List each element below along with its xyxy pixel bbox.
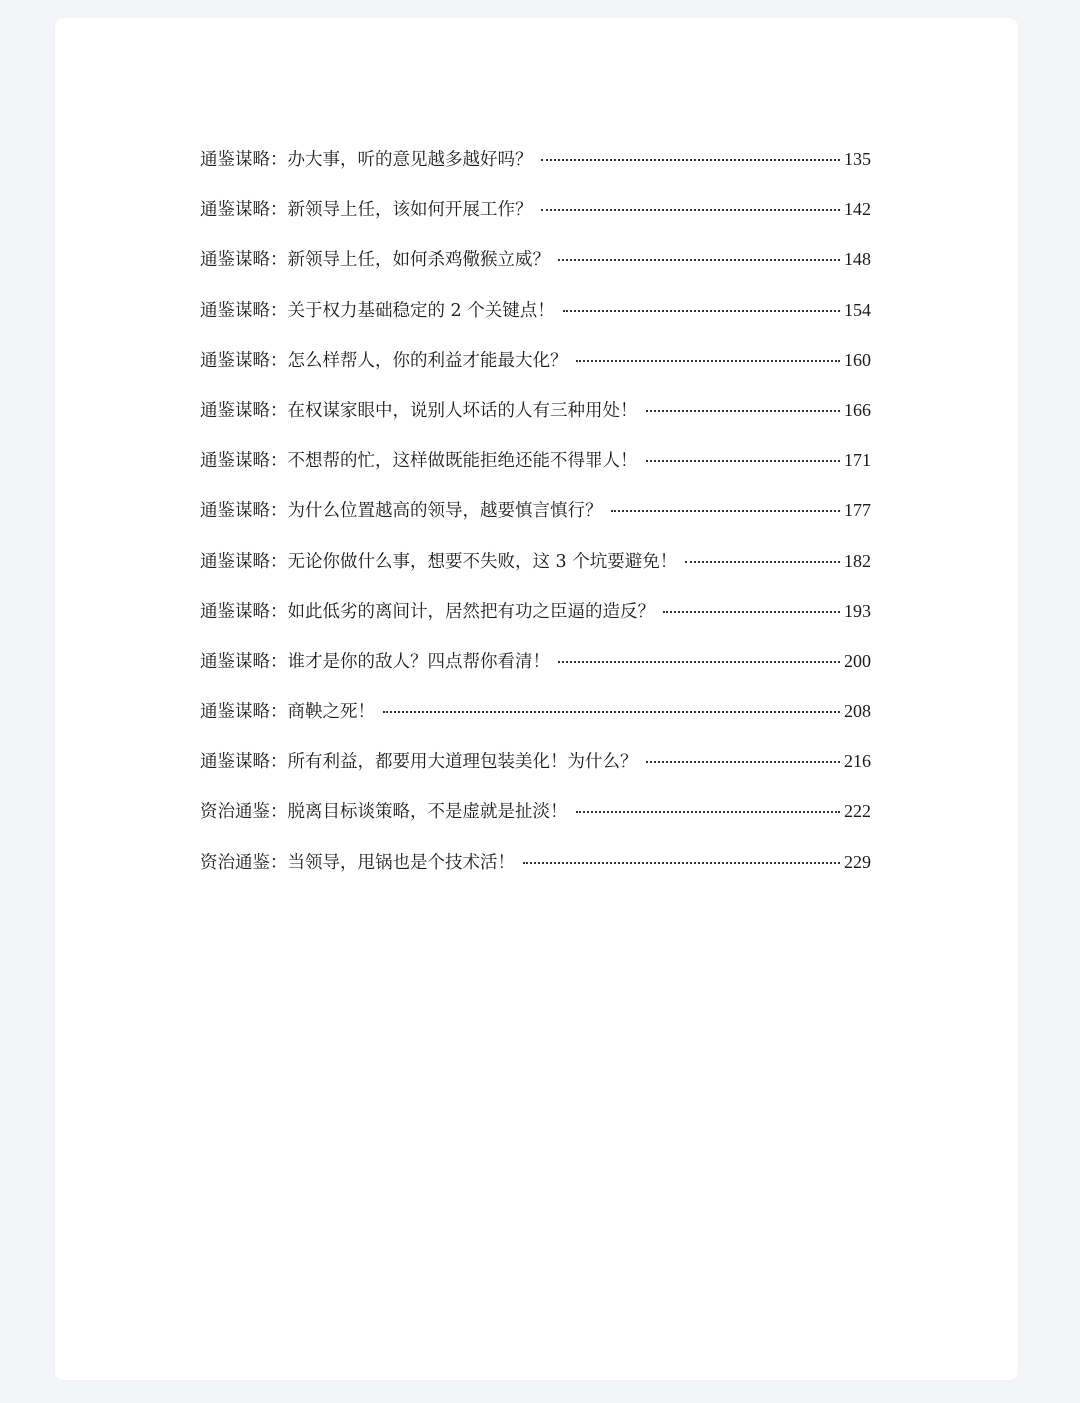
toc-dot-leader <box>523 862 840 864</box>
toc-page-number: 177 <box>844 500 871 521</box>
toc-dot-leader <box>541 159 841 161</box>
toc-entry[interactable] <box>200 598 871 648</box>
toc-entry[interactable] <box>200 548 871 598</box>
toc-entry-title: 资治通鉴：当领导，甩锅也是个技术活！ <box>200 852 515 873</box>
toc-page-number: 182 <box>844 550 871 571</box>
toc-entry-title: 通鉴谋略：在权谋家眼中，说别人坏话的人有三种用处！ <box>200 400 638 421</box>
toc-entry[interactable] <box>200 447 871 497</box>
toc-page-number: 154 <box>844 299 871 320</box>
toc-entry[interactable] <box>200 397 871 447</box>
toc-dot-leader <box>541 209 841 211</box>
toc-entry-title: 通鉴谋略：商鞅之死！ <box>200 702 375 723</box>
toc-dot-leader <box>646 460 841 462</box>
toc-page-number: 135 <box>844 149 871 169</box>
toc-entry[interactable] <box>200 297 871 347</box>
toc-entry[interactable] <box>200 849 871 899</box>
table-of-contents <box>200 146 871 899</box>
toc-dot-leader <box>576 811 841 813</box>
toc-entry-title: 通鉴谋略：不想帮的忙，这样做既能拒绝还能不得罪人！ <box>200 451 638 472</box>
toc-dot-leader <box>663 611 840 613</box>
toc-entry-title: 通鉴谋略：新领导上任，如何杀鸡儆猴立威？ <box>200 250 550 271</box>
toc-dot-leader <box>646 410 841 412</box>
toc-dot-leader <box>611 510 841 512</box>
toc-entry[interactable] <box>200 246 871 296</box>
toc-page-number: 171 <box>844 450 871 471</box>
toc-page-number: 193 <box>844 600 871 621</box>
toc-entry-title: 通鉴谋略：怎么样帮人，你的利益才能最大化？ <box>200 350 568 371</box>
toc-entry-title: 通鉴谋略：新领导上任，该如何开展工作？ <box>200 200 533 221</box>
toc-entry-title: 通鉴谋略：办大事，听的意见越多越好吗？ <box>200 150 533 170</box>
toc-page-number: 142 <box>844 199 871 220</box>
toc-entry-title: 通鉴谋略：为什么位置越高的领导，越要慎言慎行？ <box>200 501 603 522</box>
toc-page-number: 208 <box>844 701 871 722</box>
toc-entry[interactable] <box>200 698 871 748</box>
toc-entry[interactable] <box>200 748 871 798</box>
toc-dot-leader <box>558 259 840 261</box>
toc-page-number: 166 <box>844 399 871 420</box>
toc-entry[interactable] <box>200 497 871 547</box>
toc-entry-title: 资治通鉴：脱离目标谈策略，不是虚就是扯淡！ <box>200 802 568 823</box>
toc-dot-leader <box>576 360 841 362</box>
toc-entry[interactable] <box>200 648 871 698</box>
toc-entry[interactable] <box>200 196 871 246</box>
toc-entry-title: 通鉴谋略：如此低劣的离间计，居然把有功之臣逼的造反？ <box>200 601 655 622</box>
toc-page-number: 160 <box>844 349 871 370</box>
toc-dot-leader <box>563 310 840 312</box>
toc-page-number: 222 <box>844 801 871 822</box>
toc-dot-leader <box>558 661 840 663</box>
toc-dot-leader <box>383 711 840 713</box>
toc-page-number: 229 <box>844 851 871 872</box>
toc-entry[interactable] <box>200 798 871 848</box>
toc-entry-title: 通鉴谋略：所有利益，都要用大道理包装美化！为什么？ <box>200 752 638 773</box>
document-page <box>55 18 1018 1380</box>
toc-entry-title: 通鉴谋略：谁才是你的敌人？四点帮你看清！ <box>200 651 550 672</box>
toc-dot-leader <box>685 561 840 563</box>
toc-entry[interactable] <box>200 347 871 397</box>
toc-page-number: 148 <box>844 249 871 270</box>
toc-entry-title: 通鉴谋略：无论你做什么事，想要不失败，这 3 个坑要避免！ <box>200 551 678 572</box>
toc-dot-leader <box>646 761 841 763</box>
toc-page-number: 216 <box>844 751 871 772</box>
toc-page-number: 200 <box>844 650 871 671</box>
toc-entry[interactable] <box>200 146 871 196</box>
toc-entry-title: 通鉴谋略：关于权力基础稳定的 2 个关键点！ <box>200 300 555 321</box>
